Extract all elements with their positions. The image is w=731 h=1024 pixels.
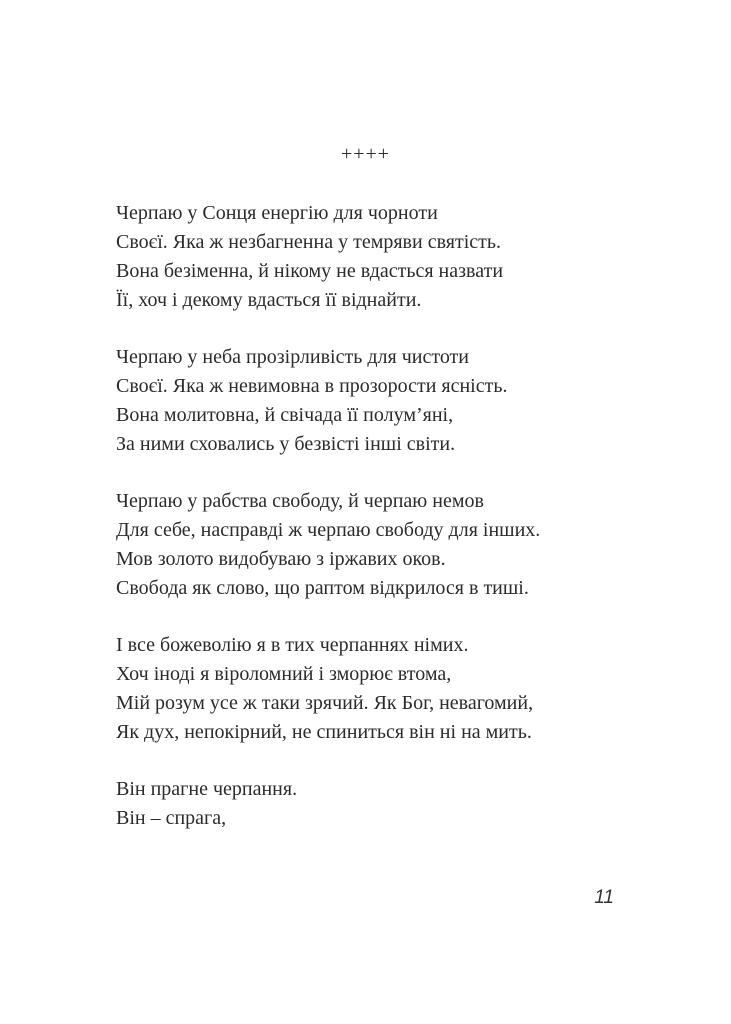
stanza: [116, 343, 636, 459]
poem-line: Своєї. Яка ж незбагненна у темряви святість.: [116, 231, 501, 253]
poem-line: Мов золото видобуваю з іржавих оков.: [116, 548, 446, 570]
page-number: 11: [594, 887, 614, 908]
poem-line: Мій розум усе ж таки зрячий. Як Бог, невагомий,: [116, 692, 534, 714]
poem-line: Черпаю у Сонця енергію для чорноти: [116, 202, 438, 224]
poem-line: Хоч іноді я віроломний і зморює втома,: [116, 663, 452, 685]
poem-line: І все божеволію я в тих черпаннях німих.: [116, 634, 469, 656]
stanza: [116, 487, 636, 603]
poem-line: Свобода як слово, що раптом відкрилося в тиші.: [116, 577, 529, 599]
poem-line: Черпаю у рабства свободу, й черпаю немов: [116, 490, 484, 512]
stanza: [116, 631, 636, 747]
poem-line: За ними сховались у безвісті інші світи.: [116, 433, 456, 455]
poem-line: Вона молитовна, й свічада її полум’яні,: [116, 404, 454, 426]
stanza: [116, 199, 636, 315]
poem-line: Для себе, насправді ж черпаю свободу для інших.: [116, 519, 541, 541]
poem-line: Вона безіменна, й нікому не вдасться назвати: [116, 260, 504, 282]
poem-body: [116, 199, 636, 861]
section-ornament: ++++: [340, 143, 391, 165]
poem-line: Він – спрага,: [116, 807, 227, 829]
poem-line: Він прагне черпання.: [116, 778, 298, 800]
stanza: [116, 775, 636, 833]
poem-line: Черпаю у неба прозірливість для чистоти: [116, 346, 469, 368]
poem-line: Своєї. Яка ж невимовна в прозорости ясність.: [116, 375, 508, 397]
poem-line: Її, хоч і декому вдасться її віднайти.: [116, 289, 422, 311]
poem-line: Як дух, непокірний, не спиниться він ні на мить.: [116, 721, 532, 743]
